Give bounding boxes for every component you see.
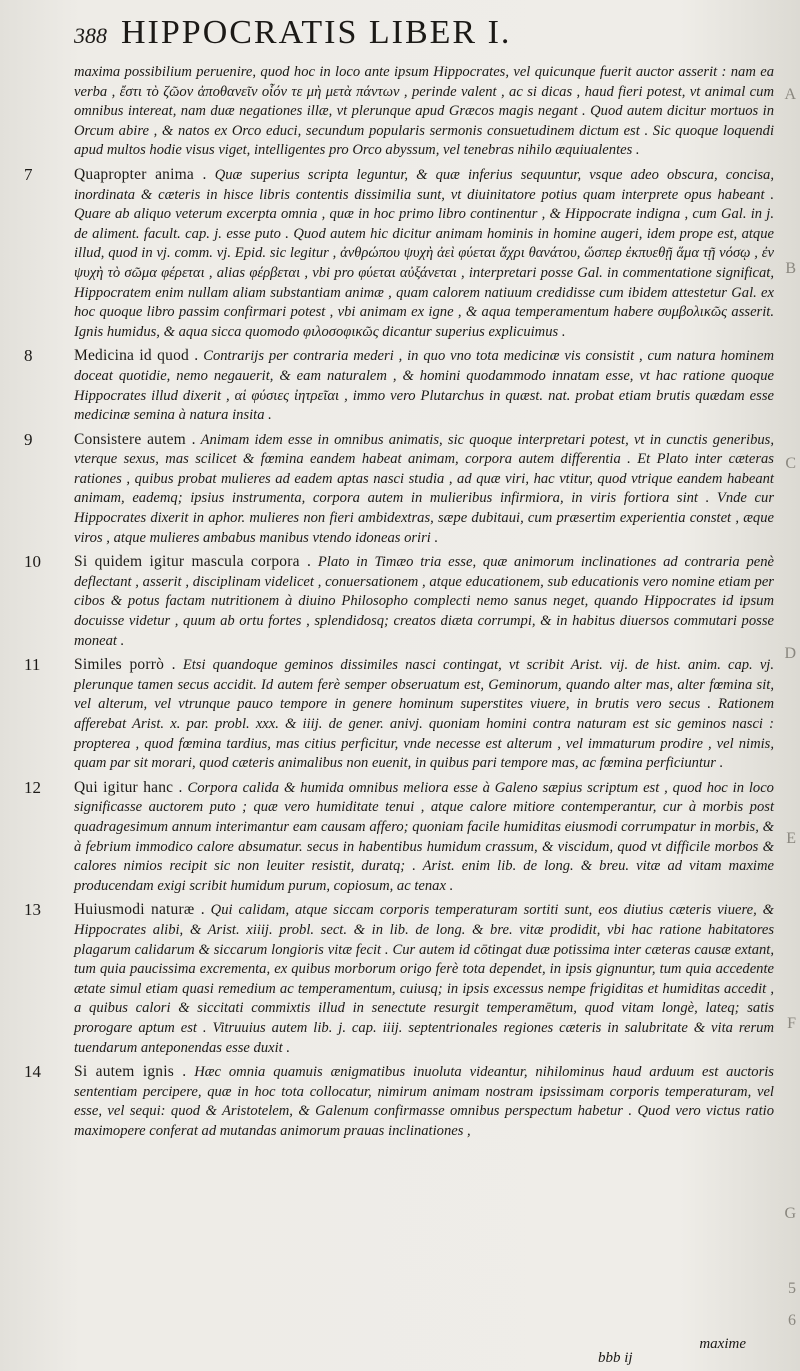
- commentary-entry: [22, 165, 774, 342]
- entry-number: 14: [24, 1062, 41, 1082]
- entry-number: 10: [24, 552, 41, 572]
- entry-paragraph: [74, 1062, 774, 1141]
- commentary-entry: [22, 62, 774, 161]
- entry-lemma: Quapropter anima .: [74, 165, 207, 183]
- margin-number: 5: [788, 1280, 796, 1297]
- entry-text: Plato in Timæo tria esse, quæ animorum inclinationes ad contraria penè deflectant , asserit , disciplinam videlicet , conuersationem , atque educationem, sub educationis vero nomine etiam per cibos & potus factam nutritionem à diuino Philosopho complecti nemo sanus neget, quando Hippocrates id ipsum docuisse videtur , quum ab ortu fortes , splendidosq; creatos diæta corrumpi, & in habitus diuersos commutari posse moneat .: [74, 554, 774, 649]
- entry-text: Animam idem esse in omnibus animatis, sic quoque interpretari potest, vt in cunctis generibus, vterque sexus, mas scilicet & fœmina eandem habeat animam, corpora autem differentia . Et Plato inter cæteras rationes , quibus probat mulieres ad eadem aptas nasci studia , ad quæ viri, hac vtitur, quod vtrique eandem habeant animam, eademq; ipsius instrumenta, corpora autem in mulieribus infirmiora, in viris fortiora sint . Vnde cur Hippocrates dixerit in aphor. mulieres non fieri ambidextras, sæpe dubitaui, cum præsertim experientia constet , æque viros , atque mulieres ambabus manibus vtendo idoneas oriri .: [74, 431, 774, 546]
- commentary-text: [22, 62, 774, 1141]
- margin-letter: E: [786, 830, 796, 847]
- margin-letter: B: [785, 260, 796, 277]
- entry-lemma: Si autem ignis .: [74, 1063, 187, 1081]
- margin-letter: C: [785, 455, 796, 472]
- running-title: HIPPOCRATIS LIBER I.: [121, 14, 512, 51]
- commentary-entry: [22, 346, 774, 425]
- page-header: [74, 14, 774, 58]
- commentary-entry: [22, 430, 774, 549]
- margin-letter: F: [787, 1015, 796, 1032]
- entry-text: Qui calidam, atque siccam corporis temperaturam sortiti sunt, eos diutius cæteris viuere, & Hippocrates alibi, & Arist. xiiij. probl. sect. & in lib. de long. & bre. vitæ prodidit, vbi hac ratione habitatores plagarum calidarum & siccarum longioris vitæ fecit . Cur autem id cōtingat duæ potissima inter cæteras causæ extant, tum quia paucissima excrementa, ex quibus morborum origo ferè tota dependet, in ipsis gignuntur, tum quia accedente ætate simul etiam quasi remedium ac temperamentum, cuiusq; in ipsis excessus nempe frigiditas et humiditas accedit , a quibus calori & siccitati commixtis illud in senectute resurgit temperamētum, quod vitam longè, lateq; satis prorogare aptum est . Vitruuius autem lib. j. cap. iiij. septentrionales regiones cæteris in salubritate & vita rerum tuendarum anteponendas esse duxit .: [74, 902, 774, 1056]
- commentary-entry: [22, 552, 774, 651]
- entry-number: 13: [24, 900, 41, 920]
- entry-text: maxima possibilium peruenire, quod hoc in loco ante ipsum Hippocrates, vel quicunque fuerit auctor asserit : nam ea verba , ἔστι τὸ ζῶον ἀποθανεῖν οἷόν τε μὴ μετὰ πάντων , perinde valent , ac si dicas , haud fieri potest, vt animal cum omnibus intereat, nam duæ negationes illæ, vt plerunque apud Græcos magis negant . Quod autem dicitur mortuos in Orcum abire , & natos ex Orco educi, secundum popularis sermonis consuetudinem dictum est . Sic quoque loquendi apud multos hodie visus viget, intelligentes pro Orco abyssum, vel tenebras nihilo æquiualentes .: [74, 64, 774, 159]
- entry-paragraph: [74, 655, 774, 774]
- entry-number: 11: [24, 655, 41, 675]
- commentary-entry: [22, 1062, 774, 1141]
- catchword: maxime: [699, 1336, 746, 1352]
- entry-text: Quæ superius scripta leguntur, & quæ inferius sequuntur, vsque adeo obscura, concisa, inordinata & cæteris in hisce libris contentis dissimilia sunt, vt diuinitatore potius quam interprete opus habeant . Quare ab aliquo veterum excerpta omnia , quæ in hoc primo libro continentur , & Hippocrate indigna , cum Gal. in j. de aliment. facult. cap. j. esse puto . Quod autem hic dicitur animam hominis in homine augeri, idem prope est, atque illud, quod in vj. comm. vj. Epid. sic legitur , ἀνθρώπου ψυχὴ ἀεὶ φύεται ἄχρι θανάτου, ὥσπερ ἐκπυεθῇ ἅμα τῇ νόσῳ , ἐν ψυχὴ τὸ σῶμα φέρεται , alias φέρβεται , vbi pro φύεται αὐξάνεται , interpretari posse Gal. in commentatione significat, Hippocratem enim nullam aliam substantiam animæ , quam calorem natiuum credidisse cum ibidem attestetur Gal. ex hoc quoque libro passim confirmari potest , vbi animam ex igne , & aqua temperamentum habere συμβολικῶς asserit. Ignis humidus, & aqua sicca quomodo φιλοσοφικῶς dicantur superius explicuimus .: [74, 166, 774, 340]
- entry-number: 8: [24, 346, 33, 366]
- entry-lemma: Huiusmodi naturæ .: [74, 901, 205, 919]
- margin-letter: G: [784, 1205, 796, 1222]
- entry-lemma: Si quidem igitur mascula corpora .: [74, 553, 312, 571]
- entry-paragraph: [74, 778, 774, 897]
- entry-paragraph: [74, 900, 774, 1058]
- entry-paragraph: [74, 430, 774, 549]
- entry-lemma: Similes porrò .: [74, 656, 176, 674]
- signature-mark: bbb ij: [598, 1350, 633, 1366]
- entry-number: 12: [24, 777, 41, 797]
- margin-letter: A: [784, 86, 796, 103]
- entry-lemma: Qui igitur hanc .: [74, 778, 183, 796]
- entry-text: Etsi quandoque geminos dissimiles nasci contingat, vt scribit Arist. vij. de hist. anim. cap. vj. plerunque tamen secus accidit. Id autem ferè semper obseruatum est, Geminorum, quando alter mas, alter fœmina sit, vel alterum, vel vtrunque pauco tempore in genere hominum superstites viuere, in brutis vero secus . Rationem afferebat Arist. x. par. probl. xxx. & iiij. de gener. anivj. quoniam homini contra naturam est sic geminos nasci : propterea , quod fœmina tardius, mas citius perficitur, vnde necesse est alterum , vel immaturum prodire , vel nimis, quam par sit morari, quod cæteris animalibus non euenit, in quibus pari tempore mas, ac fœmina perficiuntur .: [74, 657, 775, 772]
- entry-number: 9: [24, 429, 33, 449]
- commentary-entry: [22, 778, 774, 897]
- entry-text: Contrarijs per contraria mederi , in quo vno tota medicinæ vis consistit , cum natura hominem doceat quotidie, nemo negauerit, & eam naturalem , & homini quodammodo innatam esse, vt hac ratione quoque Hippocrates illud dixerit , αἱ φύσιες ἰητρεῖαι , immo vero Plutarchus in quæst. nat. probat etiam brutis quædam esse medicinæ semina à natura insita .: [74, 348, 774, 424]
- page-number: 388: [74, 23, 107, 48]
- entry-paragraph: [74, 552, 774, 651]
- entry-text: Hæc omnia quamuis ænigmatibus inuoluta videantur, nihilominus haud arduum est auctoris sententiam percipere, quæ in hoc tota collocatur, nimirum animam nostram ipsissimam corporis temperaturam, vel esse, vel sequi: quod & Aristotelem, & Galenum confirmasse omnibus perspectum habetur . Quod vero victus ratio maximopere conferat ad mutandas animorum prauas inclinationes ,: [74, 1064, 774, 1139]
- entry-text: Corpora calida & humida omnibus meliora esse à Galeno sæpius scriptum est , quod hoc in loco significasse auctorem puto ; quæ vero humiditate tenui , atque calore mitiore contemperantur, cur à morbis post quadragesimum annum interimantur eam causam affero; quoniam facile humiditas eiusmodi corrumpatur in morbis, & à febrium immodico calore absumatur. secus in habentibus humidum crassum, & viscidum, quod vt difficile morbos & calores nimios recipit sic non leuiter resistit, duratq; . Arist. enim lib. de long. & breu. vitæ ad vitam maxime producendam exigi scribit humidum purum, copiosum, ac tenax .: [74, 779, 774, 894]
- commentary-entry: [22, 655, 774, 774]
- entry-paragraph: [74, 62, 774, 161]
- entry-lemma: Consistere autem .: [74, 430, 196, 448]
- entry-paragraph: [74, 165, 774, 342]
- entry-lemma: Medicina id quod .: [74, 347, 199, 365]
- margin-number: 6: [788, 1312, 796, 1329]
- commentary-entry: [22, 900, 774, 1058]
- entry-number: 7: [24, 164, 33, 184]
- entry-paragraph: [74, 346, 774, 425]
- margin-letter: D: [784, 645, 796, 662]
